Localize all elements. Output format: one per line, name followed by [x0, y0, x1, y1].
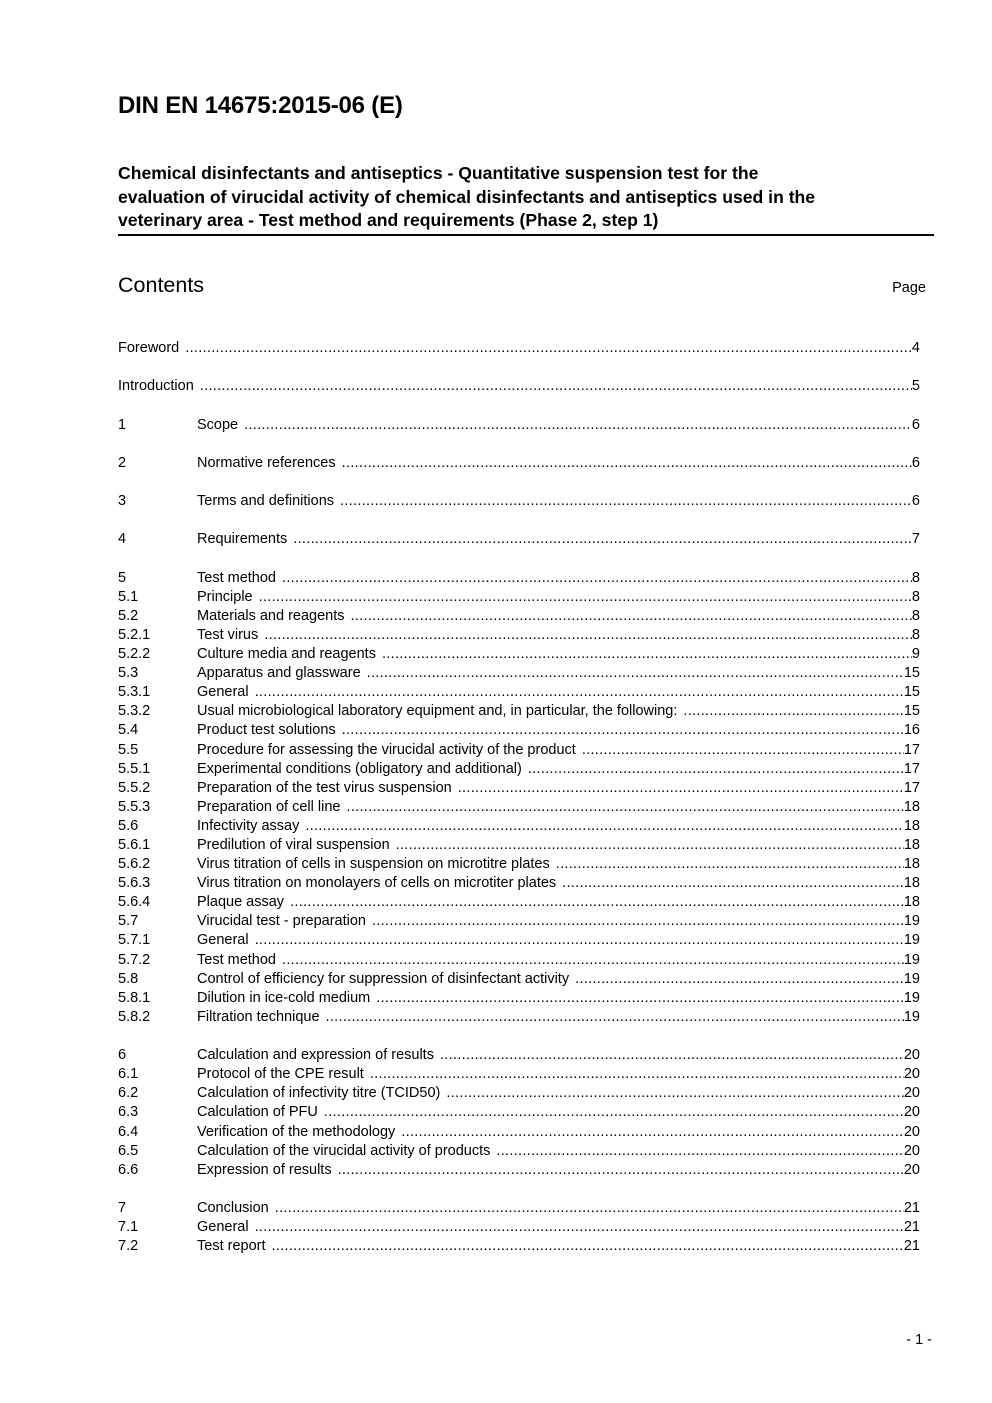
toc-entry[interactable]: [118, 1142, 920, 1161]
toc-entry-page: 5: [911, 378, 920, 395]
toc-entry-number: 2: [118, 454, 127, 471]
toc-entry-page: 18: [903, 837, 920, 853]
toc-entry-number: 1: [118, 416, 127, 433]
toc-dot-leader: [340, 492, 912, 511]
toc-dot-leader: [255, 931, 904, 950]
toc-dot-leader: [346, 798, 903, 817]
toc-entry-title: Usual microbiological laboratory equipment and, in particular, the following:: [197, 703, 678, 720]
toc-entry-title: Virus titration on monolayers of cells on microtiter plates: [197, 875, 557, 892]
toc-dot-leader: [556, 855, 904, 874]
toc-entry-page: 7: [911, 531, 920, 548]
toc-entry-page: 15: [903, 665, 920, 682]
toc-dot-leader: [367, 664, 904, 683]
toc-entry-title: Protocol of the CPE result: [197, 1066, 364, 1083]
toc-entry[interactable]: [118, 1103, 920, 1122]
toc-entry-number: 5.3: [118, 665, 139, 682]
toc-entry[interactable]: [118, 760, 920, 779]
toc-entry-page: 21: [903, 1199, 920, 1216]
toc-dot-leader: [244, 416, 912, 435]
page-column-label: Page: [892, 280, 926, 296]
toc-entry-page: 8: [911, 569, 920, 586]
toc-entry-page: 18: [903, 817, 920, 834]
toc-entry-title: Verification of the methodology: [197, 1123, 396, 1140]
toc-entry[interactable]: [118, 1046, 920, 1065]
toc-entry-number: 5.7.1: [118, 932, 151, 949]
toc-entry-page: 15: [903, 703, 920, 720]
toc-entry[interactable]: [118, 492, 920, 511]
toc-entry[interactable]: [118, 741, 920, 760]
toc-entry-title: Product test solutions: [197, 722, 336, 739]
toc-entry-title: Requirements: [197, 531, 288, 548]
toc-dot-leader: [396, 836, 904, 855]
page-number: - 1 -: [906, 1332, 932, 1348]
toc-entry-page: 20: [903, 1142, 920, 1159]
toc-entry-title: General: [197, 932, 249, 949]
toc-entry-number: 6.5: [118, 1142, 139, 1159]
toc-entry-title: Culture media and reagents: [197, 646, 376, 663]
toc-entry[interactable]: [118, 798, 920, 817]
toc-entry-number: 5.2: [118, 607, 139, 624]
document-title-line-3: veterinary area - Test method and requirements (Phase 2, step 1): [118, 210, 659, 230]
document-id: DIN EN 14675:2015-06 (E): [118, 92, 403, 119]
toc-entry[interactable]: [118, 721, 920, 740]
toc-dot-leader: [338, 1161, 904, 1180]
document-title: [118, 162, 934, 236]
toc-entry-number: 5.2.2: [118, 646, 151, 663]
toc-entry-title: Virus titration of cells in suspension on microtitre plates: [197, 856, 550, 873]
toc-entry-title: Calculation of PFU: [197, 1104, 318, 1121]
toc-dot-leader: [272, 1237, 904, 1256]
toc-entry-title: Normative references: [197, 454, 336, 471]
toc-entry-page: 9: [911, 646, 920, 663]
toc-entry-title: Test virus: [197, 626, 259, 643]
toc-entry-page: 18: [903, 894, 920, 911]
toc-dot-leader: [282, 569, 912, 588]
toc-entry-page: 19: [903, 932, 920, 949]
toc-entry-page: 19: [903, 1008, 920, 1025]
toc-entry-title: Expression of results: [197, 1161, 332, 1178]
toc-entry-page: 8: [911, 588, 920, 605]
toc-entry[interactable]: [118, 626, 920, 645]
toc-entry-number: 6.4: [118, 1123, 139, 1140]
toc-entry-title: Test method: [197, 569, 276, 586]
toc-dot-leader: [342, 454, 912, 473]
toc-dot-leader: [401, 1123, 904, 1142]
toc-entry-title: Apparatus and glassware: [197, 665, 361, 682]
toc-entry-page: 6: [911, 454, 920, 471]
toc-entry-title: Procedure for assessing the virucidal activity of the product: [197, 741, 576, 758]
toc-entry[interactable]: [118, 588, 920, 607]
toc-entry-number: 5.8: [118, 970, 139, 987]
toc-entry-page: 19: [903, 913, 920, 930]
toc-entry[interactable]: [118, 970, 920, 989]
toc-dot-leader: [446, 1084, 904, 1103]
toc-entry-page: 21: [903, 1219, 920, 1236]
toc-entry-page: 4: [911, 340, 920, 356]
toc-entry-title: Infectivity assay: [197, 817, 300, 834]
toc-entry-page: 6: [911, 416, 920, 433]
toc-entry-title: Test report: [197, 1238, 266, 1255]
table-of-contents: [118, 339, 920, 1256]
toc-entry-title: Dilution in ice-cold medium: [197, 989, 371, 1006]
toc-entry-page: 20: [903, 1104, 920, 1121]
toc-entry-number: 4: [118, 531, 127, 548]
toc-entry-number: 5.6.4: [118, 894, 151, 911]
toc-entry-number: 5.6: [118, 817, 139, 834]
toc-entry-number: 6.3: [118, 1104, 139, 1121]
toc-dot-leader: [305, 817, 904, 836]
toc-entry[interactable]: [118, 1199, 920, 1218]
toc-entry-number: 7: [118, 1199, 127, 1216]
toc-entry-number: 5.5.2: [118, 779, 151, 796]
toc-entry-number: 5.6.1: [118, 837, 151, 853]
toc-entry[interactable]: [118, 951, 920, 970]
toc-dot-leader: [370, 1065, 904, 1084]
toc-entry[interactable]: [118, 530, 920, 549]
contents-heading: Contents: [118, 273, 205, 297]
toc-entry-number: 6.2: [118, 1085, 139, 1102]
toc-dot-leader: [683, 702, 903, 721]
toc-entry-page: 20: [903, 1123, 920, 1140]
toc-entry[interactable]: [118, 1237, 920, 1256]
document-title-line-2: evaluation of virucidal activity of chemical disinfectants and antiseptics used in the: [118, 186, 816, 207]
toc-entry[interactable]: [118, 912, 920, 931]
toc-entry-number: 5.3.1: [118, 684, 151, 701]
toc-entry-title: Terms and definitions: [197, 493, 335, 510]
toc-entry[interactable]: [118, 855, 920, 874]
toc-entry-title: Principle: [197, 588, 253, 605]
toc-entry-title: Calculation of the virucidal activity of products: [197, 1142, 491, 1159]
toc-entry-title: Control of efficiency for suppression of disinfectant activity: [197, 970, 570, 987]
toc-entry-title: General: [197, 684, 249, 701]
toc-entry[interactable]: [118, 607, 920, 626]
toc-entry[interactable]: [118, 702, 920, 721]
toc-dot-leader: [326, 1008, 904, 1027]
toc-dot-leader: [382, 645, 912, 664]
toc-entry[interactable]: [118, 1123, 920, 1142]
toc-dot-leader: [282, 951, 904, 970]
toc-entry-number: 5.2.1: [118, 626, 151, 643]
toc-entry[interactable]: [118, 1084, 920, 1103]
toc-entry-number: 7.2: [118, 1238, 139, 1255]
toc-dot-leader: [351, 607, 912, 626]
toc-dot-leader: [440, 1046, 904, 1065]
toc-entry-number: 7.1: [118, 1219, 139, 1236]
toc-entry-page: 20: [903, 1161, 920, 1178]
toc-entry-title: Virucidal test - preparation: [197, 913, 366, 930]
toc-entry-title: Filtration technique: [197, 1008, 320, 1025]
toc-entry[interactable]: [118, 893, 920, 912]
toc-entry-title: Preparation of cell line: [197, 798, 341, 815]
toc-entry-page: 19: [903, 989, 920, 1006]
toc-entry-title: Foreword: [118, 340, 180, 356]
toc-entry[interactable]: [118, 454, 920, 473]
toc-entry[interactable]: [118, 989, 920, 1008]
toc-entry-title: Introduction: [118, 378, 194, 395]
toc-entry-page: 17: [903, 779, 920, 796]
toc-dot-leader: [562, 874, 904, 893]
toc-entry[interactable]: [118, 931, 920, 950]
toc-entry[interactable]: [118, 1161, 920, 1180]
toc-entry-number: 5.6.3: [118, 875, 151, 892]
toc-entry-number: 6.6: [118, 1161, 139, 1178]
toc-entry-page: 15: [903, 684, 920, 701]
toc-dot-leader: [255, 1218, 904, 1237]
toc-entry-page: 18: [903, 856, 920, 873]
toc-entry-page: 19: [903, 951, 920, 968]
toc-entry-title: Calculation and expression of results: [197, 1047, 434, 1064]
toc-entry-number: 5.7: [118, 913, 139, 930]
toc-entry[interactable]: [118, 836, 920, 855]
toc-dot-leader: [290, 893, 904, 912]
toc-entry-number: 5.3.2: [118, 703, 151, 720]
toc-dot-leader: [259, 588, 912, 607]
toc-dot-leader: [255, 683, 904, 702]
toc-entry-page: 19: [903, 970, 920, 987]
toc-entry-number: 5.1: [118, 588, 139, 605]
toc-entry[interactable]: [118, 1065, 920, 1084]
toc-entry-number: 5.8.2: [118, 1008, 151, 1025]
toc-entry[interactable]: [118, 569, 920, 588]
document-title-line-1: Chemical disinfectants and antiseptics - Quantitative suspension test for the: [118, 163, 759, 183]
toc-entry-page: 21: [903, 1238, 920, 1255]
toc-dot-leader: [342, 721, 904, 740]
toc-entry[interactable]: [118, 817, 920, 836]
toc-entry-title: Preparation of the test virus suspension: [197, 779, 452, 796]
toc-entry-title: Plaque assay: [197, 894, 285, 911]
toc-entry[interactable]: [118, 874, 920, 893]
toc-entry-number: 3: [118, 493, 127, 510]
toc-entry[interactable]: [118, 645, 920, 664]
toc-entry-page: 20: [903, 1085, 920, 1102]
toc-entry-number: 5.4: [118, 722, 139, 739]
toc-entry[interactable]: [118, 416, 920, 435]
toc-entry-number: 5.5.3: [118, 798, 151, 815]
toc-entry-title: General: [197, 1219, 249, 1236]
toc-dot-leader: [264, 626, 912, 645]
toc-dot-leader: [185, 339, 912, 358]
toc-dot-leader: [275, 1199, 904, 1218]
toc-entry-title: Calculation of infectivity titre (TCID50): [197, 1085, 441, 1102]
toc-dot-leader: [496, 1142, 903, 1161]
toc-entry-title: Conclusion: [197, 1199, 269, 1216]
toc-entry[interactable]: [118, 339, 920, 358]
toc-dot-leader: [376, 989, 904, 1008]
toc-entry-page: 18: [903, 875, 920, 892]
toc-entry-number: 5.7.2: [118, 951, 151, 968]
toc-entry[interactable]: [118, 1008, 920, 1027]
toc-entry-title: Materials and reagents: [197, 607, 345, 624]
toc-entry[interactable]: [118, 779, 920, 798]
toc-entry-page: 8: [911, 626, 920, 643]
toc-entry-number: 6.1: [118, 1066, 139, 1083]
toc-entry-number: 5: [118, 569, 127, 586]
toc-entry-number: 5.8.1: [118, 989, 151, 1006]
toc-entry[interactable]: [118, 377, 920, 396]
toc-entry-number: 5.5.1: [118, 760, 151, 777]
toc-entry-number: 5.6.2: [118, 856, 151, 873]
toc-entry-page: 20: [903, 1047, 920, 1064]
toc-entry-page: 17: [903, 741, 920, 758]
toc-entry-number: 6: [118, 1047, 127, 1064]
toc-entry[interactable]: [118, 683, 920, 702]
toc-entry-title: Predilution of viral suspension: [197, 837, 390, 853]
toc-entry-title: Test method: [197, 951, 276, 968]
toc-dot-leader: [324, 1103, 904, 1122]
toc-dot-leader: [293, 530, 912, 549]
toc-dot-leader: [372, 912, 904, 931]
toc-entry-title: Experimental conditions (obligatory and additional): [197, 760, 522, 777]
toc-entry-title: Scope: [197, 416, 239, 433]
toc-entry-page: 6: [911, 493, 920, 510]
toc-entry-page: 20: [903, 1066, 920, 1083]
toc-dot-leader: [575, 970, 904, 989]
toc-entry-page: 16: [903, 722, 920, 739]
toc-dot-leader: [528, 760, 904, 779]
toc-entry[interactable]: [118, 1218, 920, 1237]
toc-entry-page: 8: [911, 607, 920, 624]
toc-dot-leader: [200, 377, 912, 396]
toc-entry-page: 18: [903, 798, 920, 815]
toc-entry-number: 5.5: [118, 741, 139, 758]
toc-dot-leader: [458, 779, 904, 798]
toc-entry-page: 17: [903, 760, 920, 777]
toc-entry[interactable]: [118, 664, 920, 683]
toc-dot-leader: [582, 741, 904, 760]
